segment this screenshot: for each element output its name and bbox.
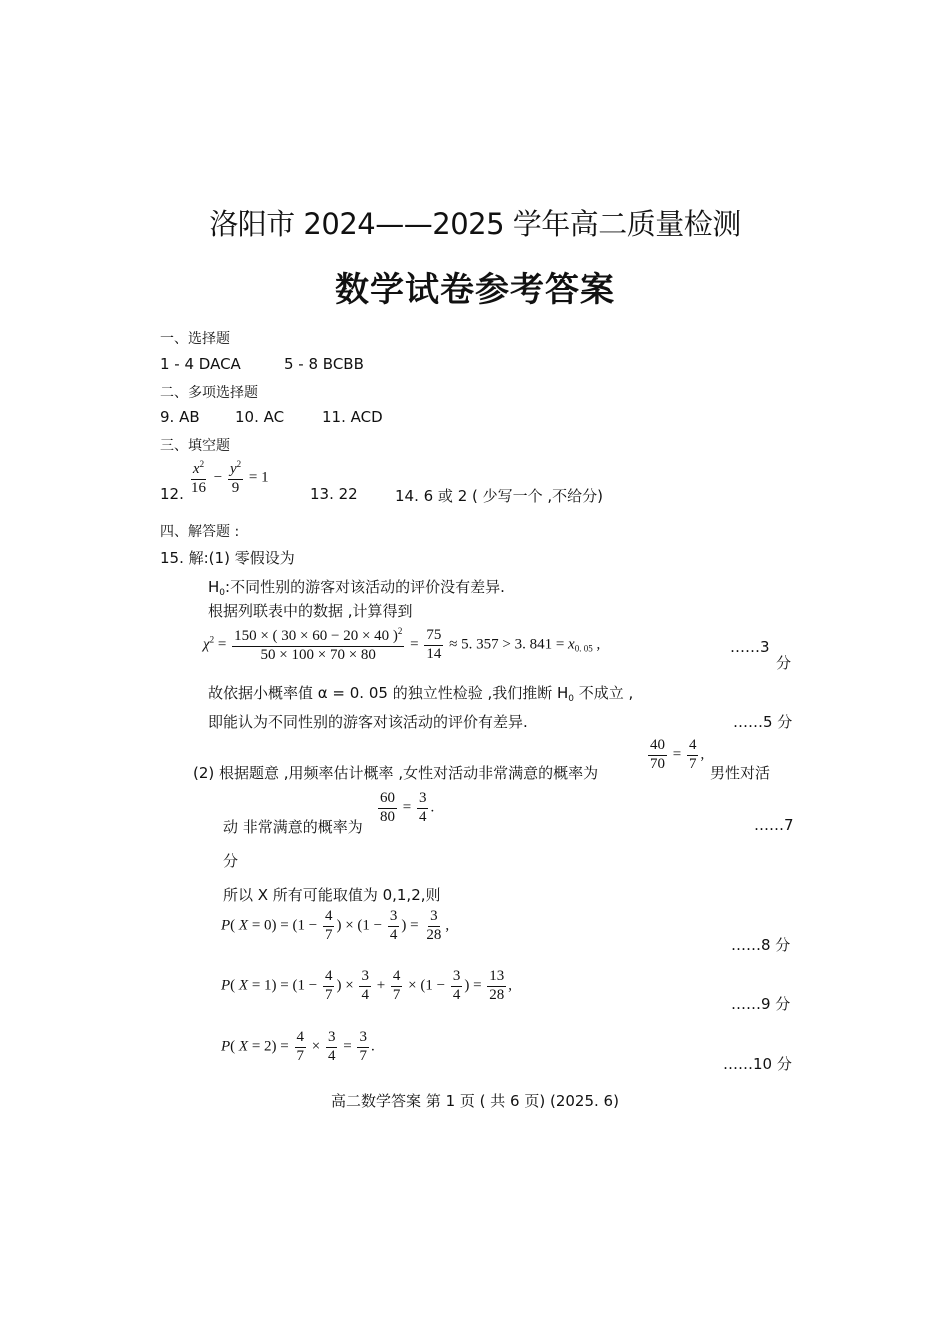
values-line: 所以 X 所有可能取值为 0,1,2,则 <box>223 886 441 904</box>
part2-line-2: 动 非常满意的概率为 <box>223 818 363 836</box>
title-line-2: 数学试卷参考答案 <box>335 270 615 310</box>
answers-5-8: 5 - 8 BCBB <box>284 355 364 373</box>
score-8: ……8 分 <box>731 936 791 954</box>
prob-x-1: P( X = 1) = (1 − $\frac{4}{7}$ ) × $\frac{3}{4}$ + $\frac{4}{7}$ × (1 − $\frac{3}{4}$ ) = $\frac{13}{28}$ , <box>221 968 513 1003</box>
conclusion-line-1: 故依据小概率值 α = 0. 05 的独立性检验 ,我们推断 $H_0$ 不成立 , <box>208 684 634 704</box>
male-probability: $\frac{60}{80}$ = $\frac{3}{4}$ . <box>380 790 435 825</box>
score-3-unit: 分 <box>776 654 792 672</box>
answer-q13: 13. 22 <box>310 485 358 503</box>
calc-intro: 根据列联表中的数据 ,计算得到 <box>208 602 413 620</box>
answer-q10: 10. AC <box>235 408 285 426</box>
section-2-heading: 二、多项选择题 <box>160 385 258 401</box>
section-3-heading: 三、填空题 <box>160 438 230 454</box>
score-7-unit: 分 <box>223 852 239 870</box>
answers-1-4: 1 - 4 DACA <box>160 355 241 373</box>
q12-equation: $\frac{x^2}{16}$ − $\frac{y^2}{9}$ = 1 <box>191 459 269 496</box>
score-5: ……5 分 <box>733 713 793 731</box>
q15-intro: 15. 解:(1) 零假设为 <box>160 549 295 567</box>
prob-x-0: P( X = 0) = (1 − $\frac{4}{7}$ ) × (1 − $\frac{3}{4}$ ) = $\frac{3}{28}$ , <box>221 908 450 943</box>
answer-q9: 9. AB <box>160 408 200 426</box>
female-probability: $\frac{40}{70}$ = $\frac{4}{7}$ , <box>650 737 705 772</box>
prob-x-2: P( X = 2) = $\frac{4}{7}$ × $\frac{3}{4}$ = $\frac{3}{7}$ . <box>221 1029 375 1064</box>
part2-line-1-tail: 男性对活 <box>710 764 771 782</box>
score-7: ……7 <box>754 816 794 834</box>
section-4-heading: 四、解答题 : <box>160 524 240 540</box>
answer-q11: 11. ACD <box>322 408 383 426</box>
section-1-heading: 一、选择题 <box>160 331 230 347</box>
q12-label: 12. <box>160 485 184 503</box>
title-line-1: 洛阳市 2024——2025 学年高二质量检测 <box>209 207 741 241</box>
answer-q14: 14. 6 或 2 ( 少写一个 ,不给分) <box>395 487 604 505</box>
score-9: ……9 分 <box>731 995 791 1013</box>
h0-hypothesis: $H_0$:不同性别的游客对该活动的评价没有差异. <box>208 578 505 598</box>
score-10: ……10 分 <box>723 1055 792 1073</box>
conclusion-line-2: 即能认为不同性别的游客对该活动的评价有差异. <box>208 713 528 731</box>
page-footer: 高二数学答案 第 1 页 ( 共 6 页) (2025. 6) <box>331 1092 619 1110</box>
part2-line-1: (2) 根据题意 ,用频率估计概率 ,女性对活动非常满意的概率为 <box>193 764 599 782</box>
score-3: ……3 <box>730 638 770 656</box>
chi-square-formula: $\chi^2$ = $\frac{150 \times ( 30 \times 60 - 20 \times 40 )^2}{50 \times 100 \times 70 \times 80}$ = $\frac{75}{14}$ ≈ 5. 357 > 3. $841 = x_{0. 05}$ , <box>203 626 601 663</box>
